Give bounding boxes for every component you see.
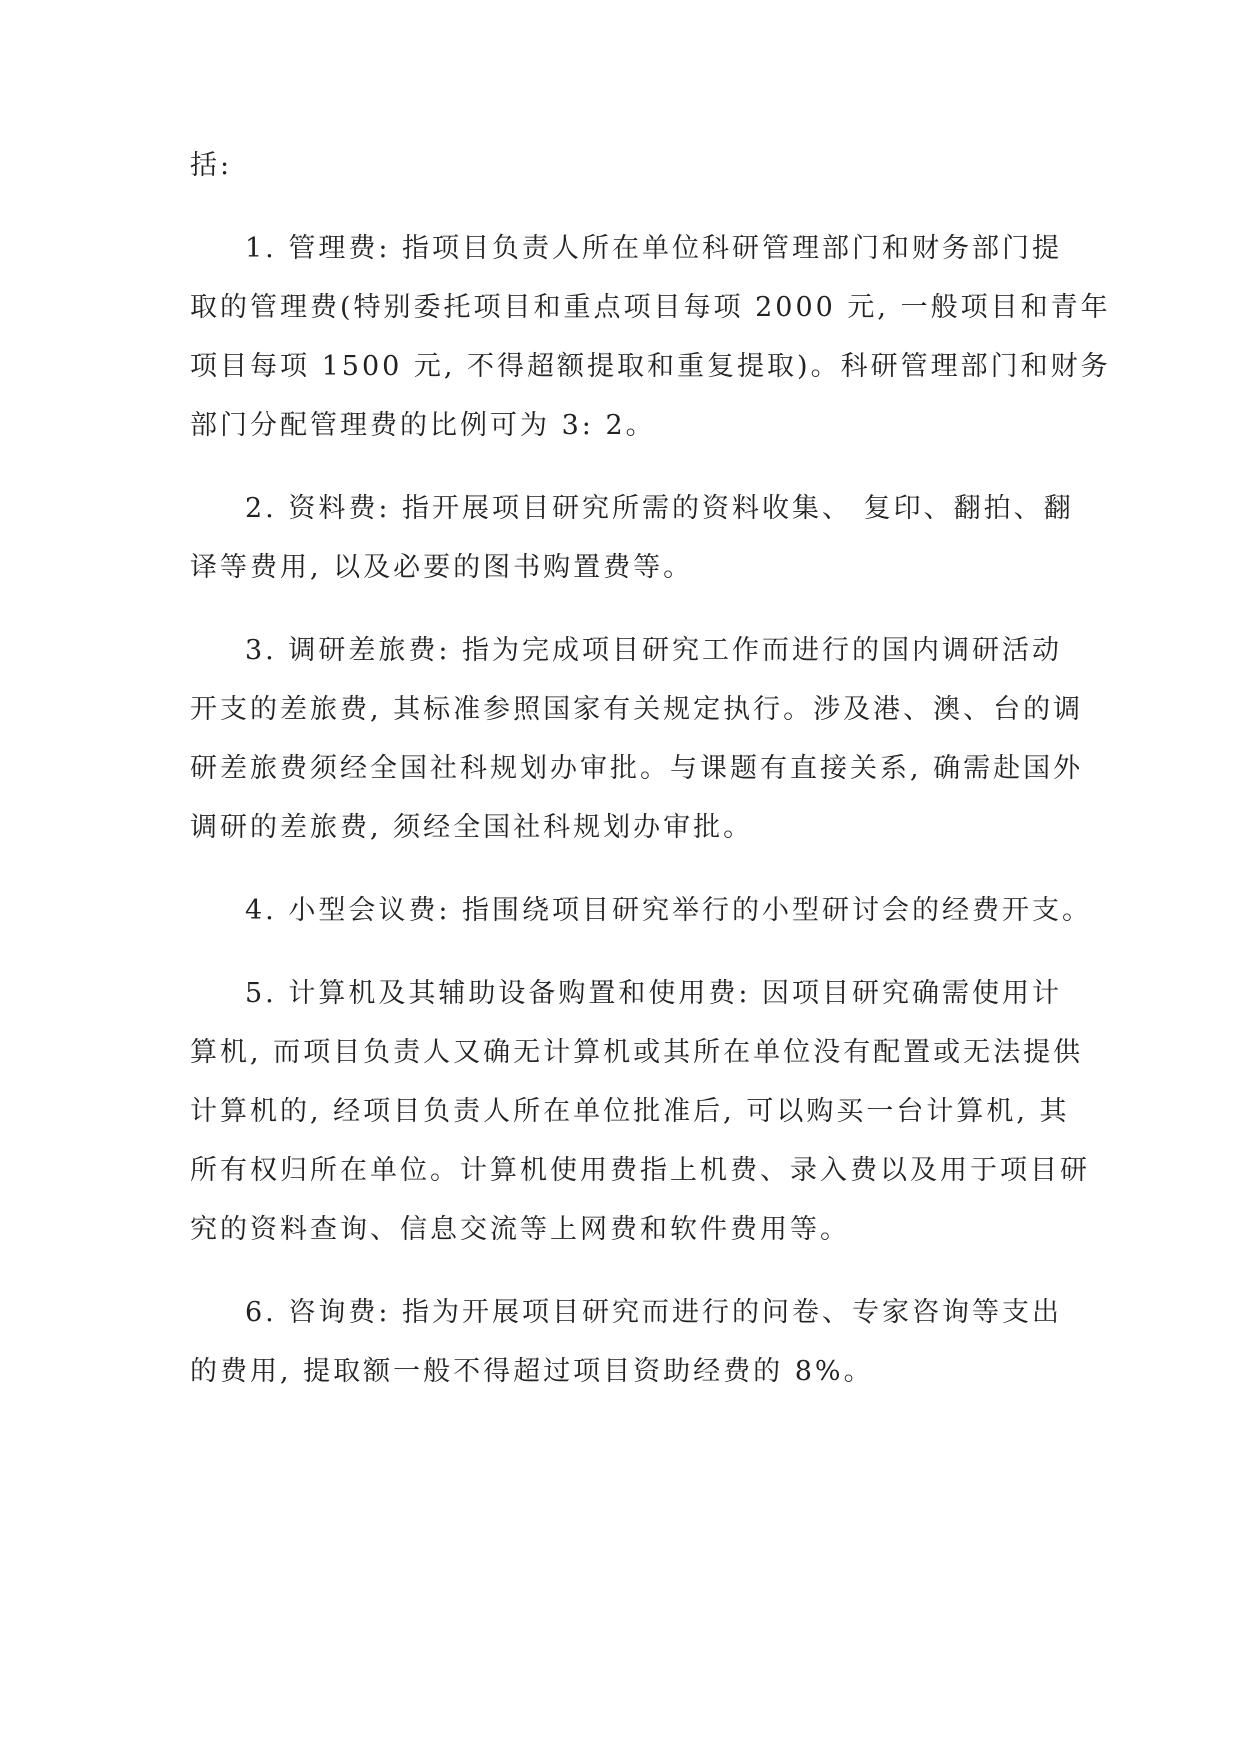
paragraph-3-line: 3. 调研差旅费: 指为完成项目研究工作而进行的国内调研活动 xyxy=(245,635,1063,666)
paragraph-5-line: 算机, 而项目负责人又确无计算机或其所在单位没有配置或无法提供 xyxy=(190,1037,1084,1068)
paragraph-1-line: 项目每项 1500 元, 不得超额提取和重复提取)。科研管理部门和财务 xyxy=(190,351,1111,382)
paragraph-2-line: 2. 资料费: 指开展项目研究所需的资料收集、 复印、翻拍、翻 xyxy=(245,493,1074,524)
paragraph-5-line: 究的资料查询、信息交流等上网费和软件费用等。 xyxy=(190,1214,850,1245)
paragraph-5-line: 所有权归所在单位。计算机使用费指上机费、录入费以及用于项目研 xyxy=(190,1155,1090,1186)
paragraph-6-line: 的费用, 提取额一般不得超过项目资助经费的 8%。 xyxy=(190,1356,874,1387)
paragraph-5-line: 计算机的, 经项目负责人所在单位批准后, 可以购买一台计算机, 其 xyxy=(190,1096,1070,1127)
paragraph-1-line: 部门分配管理费的比例可为 3: 2。 xyxy=(190,410,656,441)
paragraph-6-line: 6. 咨询费: 指为开展项目研究而进行的问卷、专家咨询等支出 xyxy=(245,1297,1063,1328)
text-line: 括: xyxy=(190,150,233,181)
paragraph-1-line: 1. 管理费: 指项目负责人所在单位科研管理部门和财务部门提 xyxy=(245,233,1063,264)
paragraph-3-line: 调研的差旅费, 须经全国社科规划办审批。 xyxy=(190,812,754,843)
paragraph-5-line: 5. 计算机及其辅助设备购置和使用费: 因项目研究确需使用计 xyxy=(245,978,1063,1009)
paragraph-2-line: 译等费用, 以及必要的图书购置费等。 xyxy=(190,552,694,583)
paragraph-1-line: 取的管理费(特别委托项目和重点项目每项 2000 元, 一般项目和青年 xyxy=(190,292,1111,323)
paragraph-4-line: 4. 小型会议费: 指围绕项目研究举行的小型研讨会的经费开支。 xyxy=(245,895,1093,926)
paragraph-3-line: 开支的差旅费, 其标准参照国家有关规定执行。涉及港、澳、台的调 xyxy=(190,694,1084,725)
paragraph-3-line: 研差旅费须经全国社科规划办审批。与课题有直接关系, 确需赴国外 xyxy=(190,753,1084,784)
